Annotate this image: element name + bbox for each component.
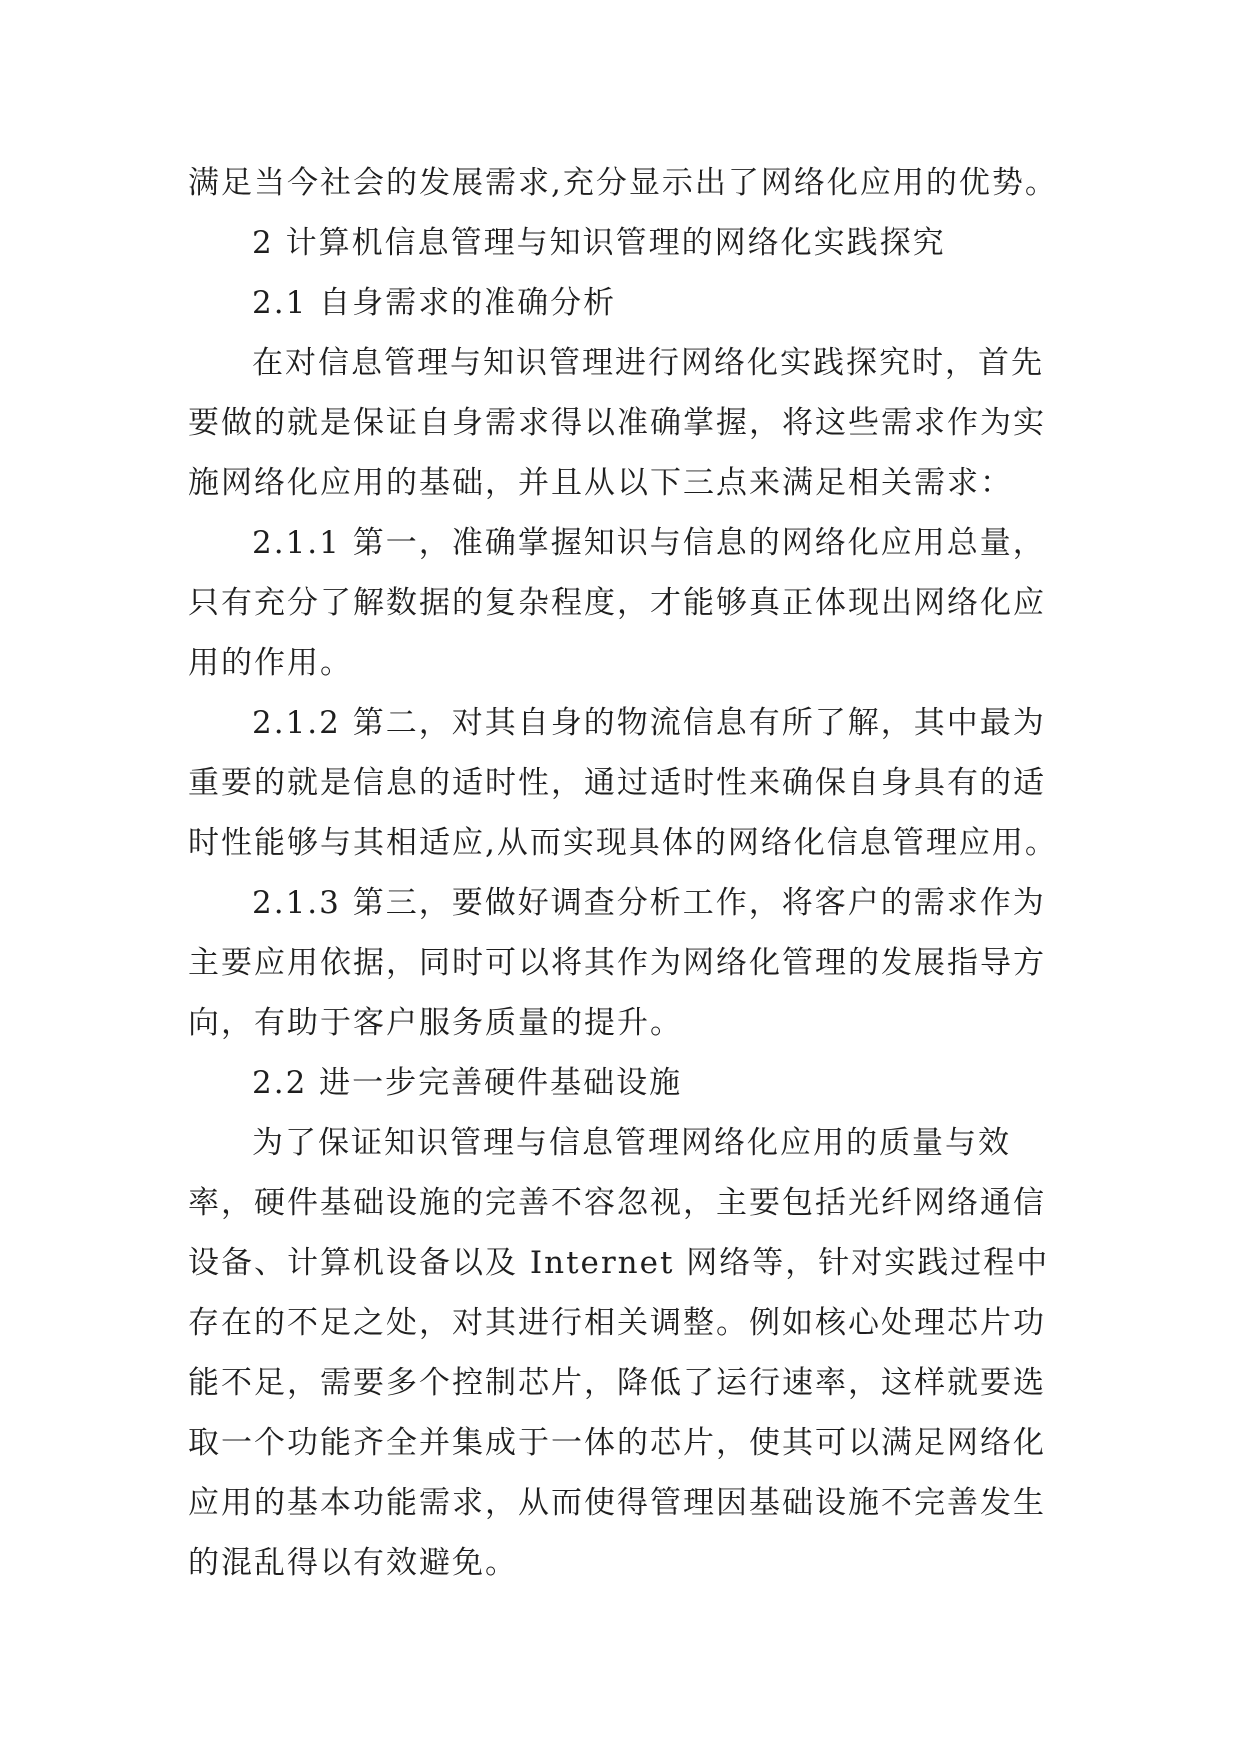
subsection-heading: 2.2 进一步完善硬件基础设施 <box>252 1065 683 1101</box>
text-line: 只有充分了解数据的复杂程度，才能够真正体现出网络化应 <box>188 585 1046 621</box>
section-heading: 2 计算机信息管理与知识管理的网络化实践探究 <box>252 225 946 261</box>
text-line: 率，硬件基础设施的完善不容忽视，主要包括光纤网络通信 <box>188 1185 1046 1221</box>
text-line: 2.1.1 第一，准确掌握知识与信息的网络化应用总量， <box>252 525 1046 561</box>
text-line: 2.1.2 第二，对其自身的物流信息有所了解，其中最为 <box>252 705 1046 741</box>
text-line: 重要的就是信息的适时性，通过适时性来确保自身具有的适 <box>188 765 1046 801</box>
text-line: 用的作用。 <box>188 645 353 681</box>
text-line: 能不足，需要多个控制芯片，降低了运行速率，这样就要选 <box>188 1365 1046 1401</box>
text-line: 2.1.3 第三，要做好调查分析工作，将客户的需求作为 <box>252 885 1046 921</box>
text-line: 在对信息管理与知识管理进行网络化实践探究时，首先 <box>252 345 1044 381</box>
text-line: 的混乱得以有效避免。 <box>188 1545 518 1581</box>
text-line: 存在的不足之处，对其进行相关调整。例如核心处理芯片功 <box>188 1305 1046 1341</box>
text-line: 满足当今社会的发展需求,充分显示出了网络化应用的优势。 <box>188 165 1058 201</box>
text-line: 向，有助于客户服务质量的提升。 <box>188 1005 683 1041</box>
text-line: 施网络化应用的基础，并且从以下三点来满足相关需求： <box>188 465 1013 501</box>
text-line: 设备、计算机设备以及 Internet 网络等，针对实践过程中 <box>188 1245 1050 1281</box>
text-line: 取一个功能齐全并集成于一体的芯片，使其可以满足网络化 <box>188 1425 1046 1461</box>
text-line: 为了保证知识管理与信息管理网络化应用的质量与效 <box>252 1125 1011 1161</box>
text-line: 应用的基本功能需求，从而使得管理因基础设施不完善发生 <box>188 1485 1046 1521</box>
text-line: 时性能够与其相适应,从而实现具体的网络化信息管理应用。 <box>188 825 1058 861</box>
subsection-heading: 2.1 自身需求的准确分析 <box>252 285 617 321</box>
text-line: 要做的就是保证自身需求得以准确掌握，将这些需求作为实 <box>188 405 1046 441</box>
text-line: 主要应用依据，同时可以将其作为网络化管理的发展指导方 <box>188 945 1046 981</box>
